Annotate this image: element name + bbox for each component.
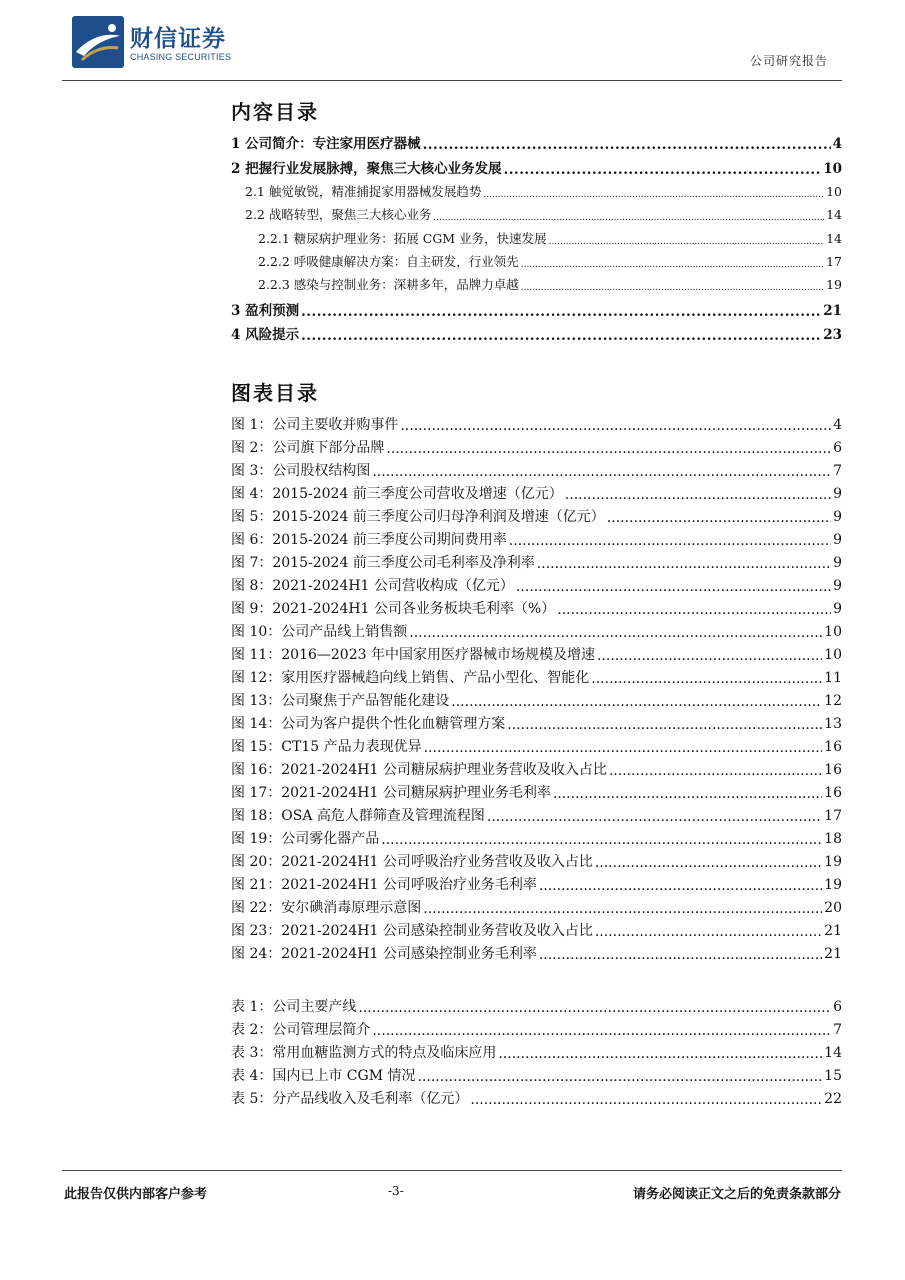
- leader-dots: [433, 208, 824, 221]
- toc-entry-page: 23: [823, 327, 842, 343]
- figure-entry-page: 9: [833, 532, 842, 548]
- figure-entry[interactable]: [231, 782, 842, 802]
- figure-entry-label: 图 20：2021-2024H1 公司呼吸治疗业务营收及收入占比: [231, 854, 593, 870]
- figure-entry-page: 9: [833, 509, 842, 525]
- footer-disclaimer-right: 请务必阅读正文之后的免责条款部分: [632, 1187, 841, 1202]
- leader-dots: [301, 328, 821, 342]
- figure-entry-label: 图 21：2021-2024H1 公司呼吸治疗业务毛利率: [231, 877, 537, 893]
- figure-entry-label: 图 12：家用医疗器械趋向线上销售、产品小型化、智能化: [231, 670, 590, 686]
- toc-entry-label: 2.2 战略转型，聚焦三大核心业务: [245, 207, 432, 222]
- table-entry[interactable]: [231, 1042, 842, 1062]
- figure-entry[interactable]: [231, 690, 842, 710]
- leader-dots: [516, 579, 831, 593]
- leader-dots: [381, 832, 822, 846]
- figure-entry[interactable]: [231, 552, 842, 572]
- leader-dots: [409, 625, 822, 639]
- figure-entry[interactable]: [231, 437, 842, 457]
- toc-entry-page: 17: [826, 254, 842, 269]
- table-entry-page: 15: [824, 1068, 842, 1084]
- toc-entry[interactable]: [245, 205, 842, 223]
- company-logo: [72, 16, 252, 70]
- figure-entry-label: 图 14：公司为客户提供个性化血糖管理方案: [231, 716, 506, 732]
- figure-entry-page: 9: [833, 486, 842, 502]
- figure-entry[interactable]: [231, 736, 842, 756]
- figure-entry-label: 图 8：2021-2024H1 公司营收构成（亿元）: [231, 578, 514, 594]
- figure-entry[interactable]: [231, 713, 842, 733]
- leader-dots: [537, 556, 831, 570]
- figure-entry-page: 17: [824, 808, 842, 824]
- leader-dots: [301, 304, 821, 318]
- table-entry-label: 表 2：公司管理层简介: [231, 1022, 371, 1038]
- figure-entry-page: 13: [824, 716, 842, 732]
- leader-dots: [539, 878, 822, 892]
- figure-entry[interactable]: [231, 897, 842, 917]
- figure-entry-label: 图 3：公司股权结构图: [231, 463, 371, 479]
- figure-entry-label: 图 23：2021-2024H1 公司感染控制业务营收及收入占比: [231, 923, 593, 939]
- leader-dots: [424, 740, 823, 754]
- table-entry-label: 表 5：分产品线收入及毛利率（亿元）: [231, 1091, 469, 1107]
- header-divider: [62, 80, 842, 81]
- toc-entry-label: 4 风险提示: [231, 327, 300, 343]
- figure-entry-page: 10: [824, 624, 842, 640]
- figure-entry-label: 图 17：2021-2024H1 公司糖尿病护理业务毛利率: [231, 785, 551, 801]
- leader-dots: [595, 924, 822, 938]
- table-entry-label: 表 1：公司主要产线: [231, 999, 357, 1015]
- toc-entry-page: 10: [823, 161, 842, 177]
- figure-entry[interactable]: [231, 667, 842, 687]
- figure-entry-label: 图 15：CT15 产品力表现优异: [231, 739, 422, 755]
- leader-dots: [591, 671, 822, 685]
- toc-entry[interactable]: [231, 132, 842, 152]
- toc-entry-label: 2.2.2 呼吸健康解决方案：自主研发，行业领先: [258, 254, 519, 269]
- table-entry-label: 表 4：国内已上市 CGM 情况: [231, 1068, 416, 1084]
- leader-dots: [504, 162, 822, 176]
- figure-entry[interactable]: [231, 851, 842, 871]
- figure-entry-page: 4: [833, 417, 842, 433]
- toc-entry[interactable]: [258, 275, 842, 293]
- figure-entry[interactable]: [231, 460, 842, 480]
- figure-entry-label: 图 9：2021-2024H1 公司各业务板块毛利率（%）: [231, 601, 556, 617]
- toc-entry[interactable]: [258, 252, 842, 270]
- toc-entry[interactable]: [231, 299, 842, 319]
- figure-entry-label: 图 4：2015-2024 前三季度公司营收及增速（亿元）: [231, 486, 563, 502]
- table-entry[interactable]: [231, 996, 842, 1016]
- leader-dots: [549, 232, 825, 245]
- figure-entry[interactable]: [231, 874, 842, 894]
- figure-entry-label: 图 5：2015-2024 前三季度公司归母净利润及增速（亿元）: [231, 509, 605, 525]
- leader-dots: [609, 763, 822, 777]
- table-entry[interactable]: [231, 1019, 842, 1039]
- table-entry[interactable]: [231, 1065, 842, 1085]
- footer-divider: [62, 1170, 842, 1171]
- figure-entry-label: 图 16：2021-2024H1 公司糖尿病护理业务营收及收入占比: [231, 762, 607, 778]
- leader-dots: [521, 278, 824, 291]
- toc-entry[interactable]: [258, 229, 842, 247]
- figure-entry[interactable]: [231, 943, 842, 963]
- figure-entry-page: 16: [824, 762, 842, 778]
- leader-dots: [483, 185, 824, 198]
- figure-entry[interactable]: [231, 759, 842, 779]
- leader-dots: [372, 464, 831, 478]
- figure-entry[interactable]: [231, 483, 842, 503]
- toc-entry[interactable]: [231, 157, 842, 177]
- toc-entry-label: 2.1 触觉敏锐，精准捕捉家用器械发展趋势: [245, 184, 482, 199]
- leader-dots: [470, 1092, 822, 1106]
- figure-entry-page: 21: [824, 923, 842, 939]
- toc-entry-label: 1 公司简介：专注家用医疗器械: [231, 136, 421, 152]
- figure-entry-page: 20: [824, 900, 842, 916]
- toc-title: 内容目录: [231, 100, 319, 124]
- figure-entry[interactable]: [231, 414, 842, 434]
- leader-dots: [595, 855, 822, 869]
- leader-dots: [607, 510, 831, 524]
- table-entry-page: 14: [824, 1045, 842, 1061]
- figure-entry-label: 图 13：公司聚焦于产品智能化建设: [231, 693, 450, 709]
- figure-entry-page: 10: [824, 647, 842, 663]
- leader-dots: [565, 487, 831, 501]
- figure-entry-page: 16: [824, 785, 842, 801]
- leader-dots: [423, 137, 831, 151]
- figure-entry-page: 9: [833, 601, 842, 617]
- toc-entry[interactable]: [231, 323, 842, 343]
- leader-dots: [487, 809, 822, 823]
- figure-entry-page: 19: [824, 877, 842, 893]
- leader-dots: [539, 947, 822, 961]
- figure-entry-page: 18: [824, 831, 842, 847]
- figures-title: 图表目录: [231, 381, 319, 405]
- figure-entry-page: 6: [833, 440, 842, 456]
- leader-dots: [400, 418, 831, 432]
- figure-entry[interactable]: [231, 506, 842, 526]
- figure-entry-label: 图 2：公司旗下部分品牌: [231, 440, 385, 456]
- toc-entry-page: 19: [826, 277, 842, 292]
- figure-entry-page: 9: [833, 578, 842, 594]
- leader-dots: [423, 901, 822, 915]
- figure-entry-page: 16: [824, 739, 842, 755]
- figure-entry-page: 12: [824, 693, 842, 709]
- toc-entry[interactable]: [245, 182, 842, 200]
- table-entry-page: 22: [824, 1091, 842, 1107]
- leader-dots: [498, 1046, 822, 1060]
- figure-entry-page: 7: [833, 463, 842, 479]
- leader-dots: [386, 441, 831, 455]
- figure-entry-label: 图 24：2021-2024H1 公司感染控制业务毛利率: [231, 946, 537, 962]
- figure-entry[interactable]: [231, 598, 842, 618]
- leader-dots: [597, 648, 822, 662]
- toc-entry-page: 14: [826, 231, 842, 246]
- document-type: 公司研究报告: [749, 54, 828, 68]
- toc-entry-label: 2.2.3 感染与控制业务：深耕多年，品牌力卓越: [258, 277, 519, 292]
- logo-mark-icon: [72, 16, 124, 68]
- table-entry-label: 表 3：常用血糖监测方式的特点及临床应用: [231, 1045, 497, 1061]
- leader-dots: [372, 1023, 831, 1037]
- figure-entry-page: 11: [824, 670, 842, 686]
- toc-entry-page: 4: [832, 136, 842, 152]
- table-entry[interactable]: [231, 1088, 842, 1108]
- figure-entry-label: 图 7：2015-2024 前三季度公司毛利率及净利率: [231, 555, 535, 571]
- toc-entry-page: 10: [826, 184, 842, 199]
- leader-dots: [418, 1069, 823, 1083]
- figure-entry-label: 图 6：2015-2024 前三季度公司期间费用率: [231, 532, 507, 548]
- page-header: [0, 0, 905, 84]
- figure-entry-page: 9: [833, 555, 842, 571]
- logo-text-en: CHASING SECURITIES: [130, 52, 232, 62]
- leader-dots: [557, 602, 831, 616]
- leader-dots: [358, 1000, 831, 1014]
- figure-entry-label: 图 22：安尔碘消毒原理示意图: [231, 900, 422, 916]
- leader-dots: [507, 717, 822, 731]
- toc-entry-page: 14: [826, 207, 842, 222]
- leader-dots: [509, 533, 831, 547]
- footer-disclaimer-left: 此报告仅供内部客户参考: [64, 1187, 208, 1202]
- figure-entry[interactable]: [231, 621, 842, 641]
- figure-entry-label: 图 1：公司主要收并购事件: [231, 417, 399, 433]
- figure-entry-page: 19: [824, 854, 842, 870]
- table-entry-page: 7: [833, 1022, 842, 1038]
- page-number: -3-: [388, 1184, 404, 1198]
- figure-entry[interactable]: [231, 920, 842, 940]
- figure-entry[interactable]: [231, 828, 842, 848]
- leader-dots: [553, 786, 822, 800]
- leader-dots: [521, 255, 824, 268]
- figure-entry[interactable]: [231, 529, 842, 549]
- figure-entry-label: 图 18：OSA 高危人群筛查及管理流程图: [231, 808, 485, 824]
- figure-entry-label: 图 19：公司雾化器产品: [231, 831, 380, 847]
- figure-entry[interactable]: [231, 575, 842, 595]
- leader-dots: [451, 694, 822, 708]
- toc-entry-label: 2.2.1 糖尿病护理业务：拓展 CGM 业务，快速发展: [258, 231, 547, 246]
- table-entry-page: 6: [833, 999, 842, 1015]
- logo-text-cn: 财信证券: [130, 26, 226, 52]
- toc-entry-label: 3 盈利预测: [231, 303, 300, 319]
- figure-entry-label: 图 10：公司产品线上销售额: [231, 624, 408, 640]
- figure-entry-label: 图 11：2016—2023 年中国家用医疗器械市场规模及增速: [231, 647, 595, 663]
- toc-entry-label: 2 把握行业发展脉搏，聚焦三大核心业务发展: [231, 161, 502, 177]
- figure-entry[interactable]: [231, 805, 842, 825]
- figure-entry-page: 21: [824, 946, 842, 962]
- toc-entry-page: 21: [823, 303, 842, 319]
- figure-entry[interactable]: [231, 644, 842, 664]
